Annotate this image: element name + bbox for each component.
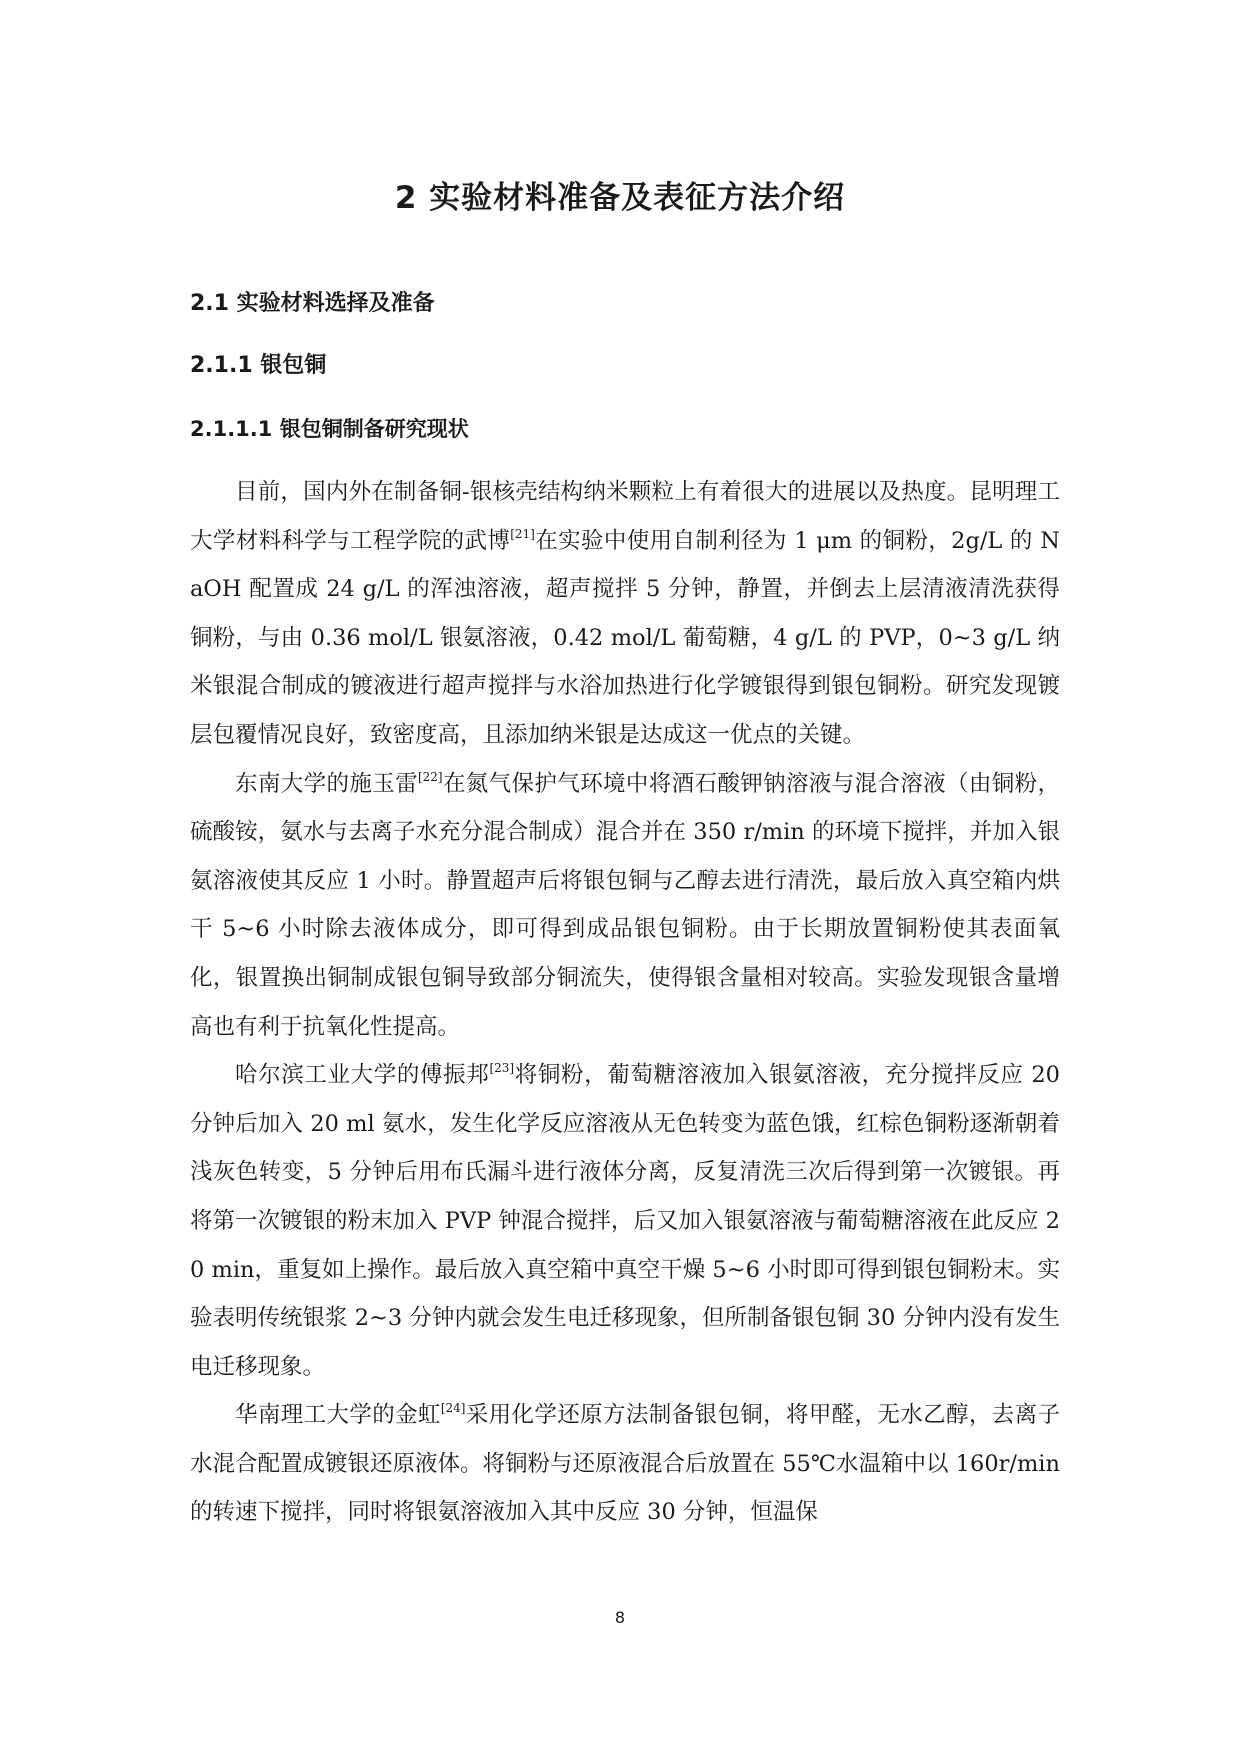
section-title: 2.1 实验材料选择及准备 — [190, 291, 435, 316]
paragraph-text: 采用化学还原方法制备银包铜，将甲醛，无水乙醇，去离子水混合配置成镀银还原液体。将铜粉与还原液混合后放置在 55℃水温箱中以 160r/min 的转速下搅拌，同时将银氨溶液加入其中反应 30 分钟，恒温保 — [190, 1402, 1060, 1526]
paragraph-text: 东南大学的施玉雷 — [235, 770, 418, 797]
paragraph-text: 目前，国内外在制备铜-银核壳结构纳米颗粒上有着很大的进展以及热度。昆明理工大学材料科学与工程学院的武博 — [190, 479, 1060, 554]
paragraph-text: 在实验中使用自制利径为 1 μm 的铜粉，2g/L 的 NaOH 配置成 24 g/L 的浑浊溶液，超声搅拌 5 分钟，静置，并倒去上层清液清洗获得铜粉，与由 0.36 mol/L 银氨溶液，0.42 mol/L 葡萄糖，4 g/L 的 PVP，0~3 g/L 纳米银混合制成的镀液进行超声搅拌与水浴加热进行化学镀银得到银包铜粉。研究发现镀层包覆情况良好，致密度高，且添加纳米银是达成这一优点的关键。 — [190, 527, 1060, 748]
citation-ref: [22] — [417, 769, 443, 784]
body-text — [190, 468, 1060, 1537]
citation-ref: [23] — [489, 1061, 515, 1076]
paragraph-text: 将铜粉，葡萄糖溶液加入银氨溶液，充分搅拌反应 20 分钟后加入 20 ml 氨水，发生化学反应溶液从无色转变为蓝色饿，红棕色铜粉逐渐朝着浅灰色转变，5 分钟后用布氏漏斗进行液体分离，反复清洗三次后得到第一次镀银。再将第一次镀银的粉末加入 PVP 钟混合搅拌，后又加入银氨溶液与葡萄糖溶液在此反应 20 min，重复如上操作。最后放入真空箱中真空干燥 5~6 小时即可得到银包铜粉末。实验表明传统银浆 2~3 分钟内就会发生电迁移现象，但所制备银包铜 30 分钟内没有发生电迁移现象。 — [190, 1062, 1060, 1380]
paragraph-1 — [190, 468, 1060, 760]
subsubsection-title: 2.1.1.1 银包铜制备研究现状 — [190, 417, 469, 441]
subsection-title: 2.1.1 银包铜 — [190, 353, 327, 378]
paragraph-2 — [190, 760, 1060, 1052]
paragraph-text: 在氮气保护气环境中将酒石酸钾钠溶液与混合溶液（由铜粉，硫酸铵，氨水与去离子水充分混合制成）混合并在 350 r/min 的环境下搅拌，并加入银氨溶液使其反应 1 小时。静置超声后将银包铜与乙醇去进行清洗，最后放入真空箱内烘干 5~6 小时除去液体成分，即可得到成品银包铜粉。由于长期放置铜粉使其表面氧化，银置换出铜制成银包铜导致部分铜流失，使得银含量相对较高。实验发现银含量增高也有利于抗氧化性提高。 — [190, 770, 1060, 1040]
citation-ref: [24] — [440, 1401, 466, 1416]
paragraph-text: 华南理工大学的金虹 — [235, 1402, 441, 1429]
paragraph-text: 哈尔滨工业大学的傅振邦 — [235, 1062, 490, 1089]
paragraph-3 — [190, 1051, 1060, 1391]
chapter-title: 2 实验材料准备及表征方法介绍 — [394, 180, 846, 216]
page-number: 8 — [614, 1608, 626, 1627]
citation-ref: [21] — [510, 526, 535, 541]
paragraph-4 — [190, 1391, 1060, 1537]
